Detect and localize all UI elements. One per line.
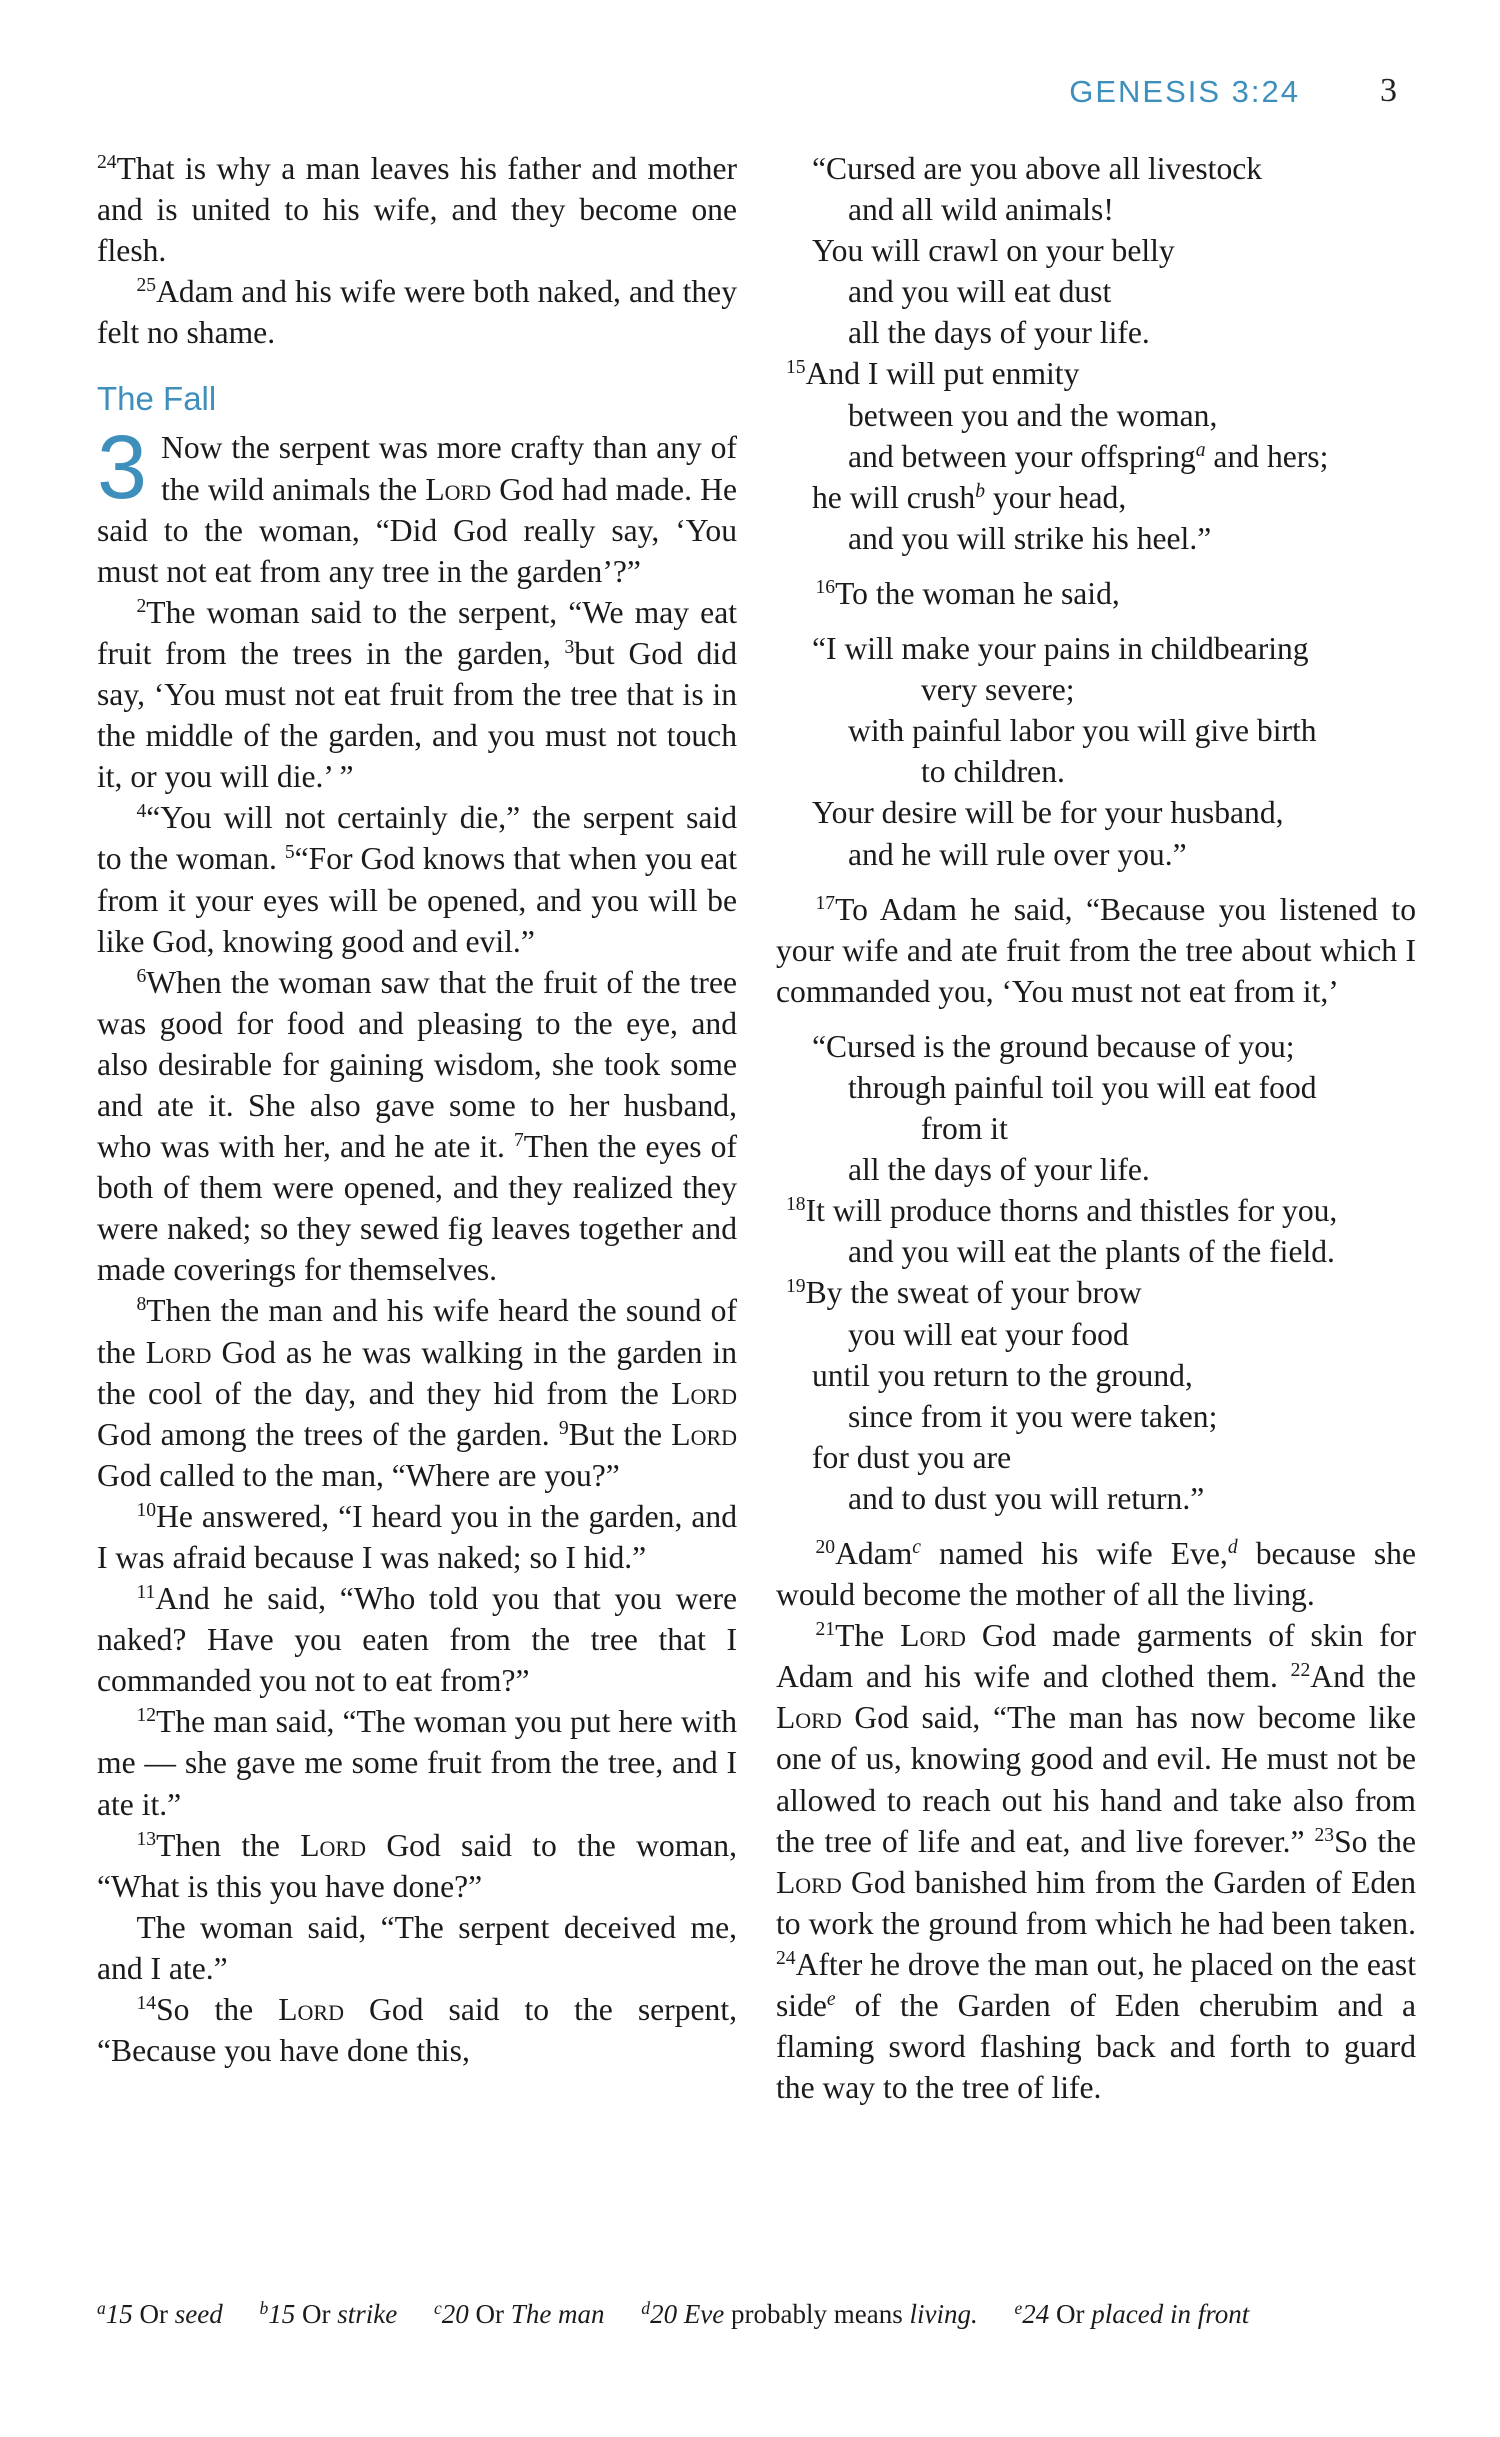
poem-line: between you and the woman, [848,397,1218,433]
verse-3-11: $^{11}$And he said, “Who told you that you were naked? Have you eaten from the tree that I commanded you not to eat from?” [97,1581,737,1699]
poem-line: he will crush$^b$ your head, [812,479,1127,515]
poem-line: “I will make your pains in childbearing [812,631,1309,667]
footnote-e: $^e$24 Or placed in front [1014,2298,1250,2329]
footnote-mark-a: a [1195,439,1206,461]
verse-3-20: $^{20}$Adam$^c$ named his wife Eve,$^d$ because she would become the mother of all the living. [776,1536,1416,1613]
footnotes [97,2290,1417,2332]
poem-curse-ground [776,1026,1416,1519]
page-number: 3 [1380,72,1397,109]
poem-line: and he will rule over you.” [848,836,1187,872]
verse-3-2: $^2$The woman said to the serpent, “We may eat fruit from the trees in the garden, $^3$but God did say, ‘You must not eat fruit from the tree that is in the middle of the garden, and you must not touch it, or you will die.’ ” [97,594,737,795]
poem-line-18: $^{18}$It will produce thorns and thistles for you, [786,1193,1338,1229]
header-reference: GENESIS 3:24 [1069,74,1300,109]
right-column [776,148,1416,2108]
verse-3-6: $^6$When the woman saw that the fruit of the tree was good for food and pleasing to the eye, and also desirable for gaining wisdom, she took some and ate it. She also gave some to her husband, who was with her, and he ate it. $^7$Then the eyes of both of them were opened, and they realized they were naked; so they sewed fig leaves together and made coverings for themselves. [97,964,737,1288]
poem-line: and all wild animals! [848,192,1114,228]
verse-3-8: $^8$Then the man and his wife heard the sound of the Lord God as he was walking in the garden in the cool of the day, and they hid from the Lord God among the trees of the garden. $^9$But the Lord God called to the man, “Where are you?” [97,1293,738,1493]
poem-line: through painful toil you will eat food [848,1069,1317,1105]
poem-line: and you will strike his heel.” [848,520,1212,556]
footnote-mark-d: d [1227,1537,1238,1559]
poem-line-19: $^{19}$By the sweat of your brow [786,1275,1142,1311]
verse-2-25: $^{25}$Adam and his wife were both naked, and they felt no shame. [97,274,737,351]
verse-3-12: $^{12}$The man said, “The woman you put here with me — she gave me some fruit from the tree, and I ate it.” [97,1704,737,1822]
footnote-c: $^c$20 Or The man [434,2298,605,2329]
poem-line: you will eat your food [848,1316,1129,1352]
poem-line: and between your offspring$^a$ and hers; [848,438,1329,474]
poem-line: and you will eat dust [848,274,1112,310]
verse-3-4: $^4$“You will not certainly die,” the serpent said to the woman. $^5$“For God knows that when you eat from it your eyes will be opened, and you will be like God, knowing good and evil.” [97,800,737,959]
verse-3-14: $^{14}$So the Lord God said to the serpent, “Because you have done this, [97,1992,737,2069]
verse-3-13-cont: The woman said, “The serpent deceived me, and I ate.” [97,1909,737,1986]
poem-line: very severe; [921,672,1075,708]
footnote-mark-b: b [975,480,985,502]
poem-line: since from it you were taken; [848,1398,1218,1434]
verse-3-21: $^{21}$The Lord God made garments of skin for Adam and his wife and clothed them. $^{22}$And the Lord God said, “The man has now become like one of us, knowing good and evil. He must not be allowed to reach out his hand and take also from the tree of life and eat, and live forever.” $^{23}$So the Lord God banished him from the Garden of Eden to work the ground from which he had been taken. $^{24}$After he drove the man out, he placed on the east side$^e$ of the Garden of Eden cherubim and a flaming sword flashing back and forth to guard the way to the tree of life. [776,1618,1416,2106]
verse-3-16: $^{16}$To the woman he said, [815,575,1120,611]
verse-3-1: 3 Now the serpent was more crafty than any of the wild animals the Lord God had made. He said to the woman, “Did God really say, ‘You must not eat from any tree in the garden’?” [97,418,737,589]
left-column [97,148,737,2071]
poem-line: all the days of your life. [848,315,1150,351]
poem-line: until you return to the ground, [812,1357,1193,1393]
verse-2-24: $^{24}$That is why a man leaves his father and mother and is united to his wife, and they become one flesh. [97,151,737,269]
poem-curse-serpent [776,148,1416,559]
poem-line: from it [921,1111,1008,1147]
verse-3-17: $^{17}$To Adam he said, “Because you listened to your wife and ate fruit from the tree about which I commanded you, ‘You must not eat from it,’ [776,891,1416,1009]
poem-line: “Cursed is the ground because of you; [812,1028,1295,1064]
footnote-mark-e: e [826,1989,836,2011]
poem-line: to children. [921,754,1065,790]
poem-line-15: $^{15}$And I will put enmity [786,356,1080,392]
poem-line: and you will eat the plants of the field. [848,1234,1335,1270]
poem-line: Your desire will be for your husband, [812,795,1284,831]
poem-line: You will crawl on your belly [812,233,1175,269]
footnote-b: $^b$15 Or strike [259,2298,398,2329]
poem-line: and to dust you will return.” [848,1480,1205,1516]
poem-line: “Cursed are you above all livestock [812,151,1263,186]
poem-line: with painful labor you will give birth [848,713,1317,749]
poem-line: all the days of your life. [848,1152,1150,1188]
verse-3-10: $^{10}$He answered, “I heard you in the garden, and I was afraid because I was naked; so I hid.” [97,1498,737,1575]
verse-3-13: $^{13}$Then the Lord God said to the woman, “What is this you have done?” [97,1827,738,1904]
footnote-mark-c: c [912,1537,921,1559]
poem-line: for dust you are [812,1439,1012,1475]
section-heading: The Fall [97,380,217,418]
poem-curse-woman [776,628,1416,875]
footnote-a: $^a$15 Or seed [97,2298,223,2329]
chapter-number: 3 [97,418,148,519]
footnote-d: $^d$20 Eve probably means living. [641,2298,978,2329]
